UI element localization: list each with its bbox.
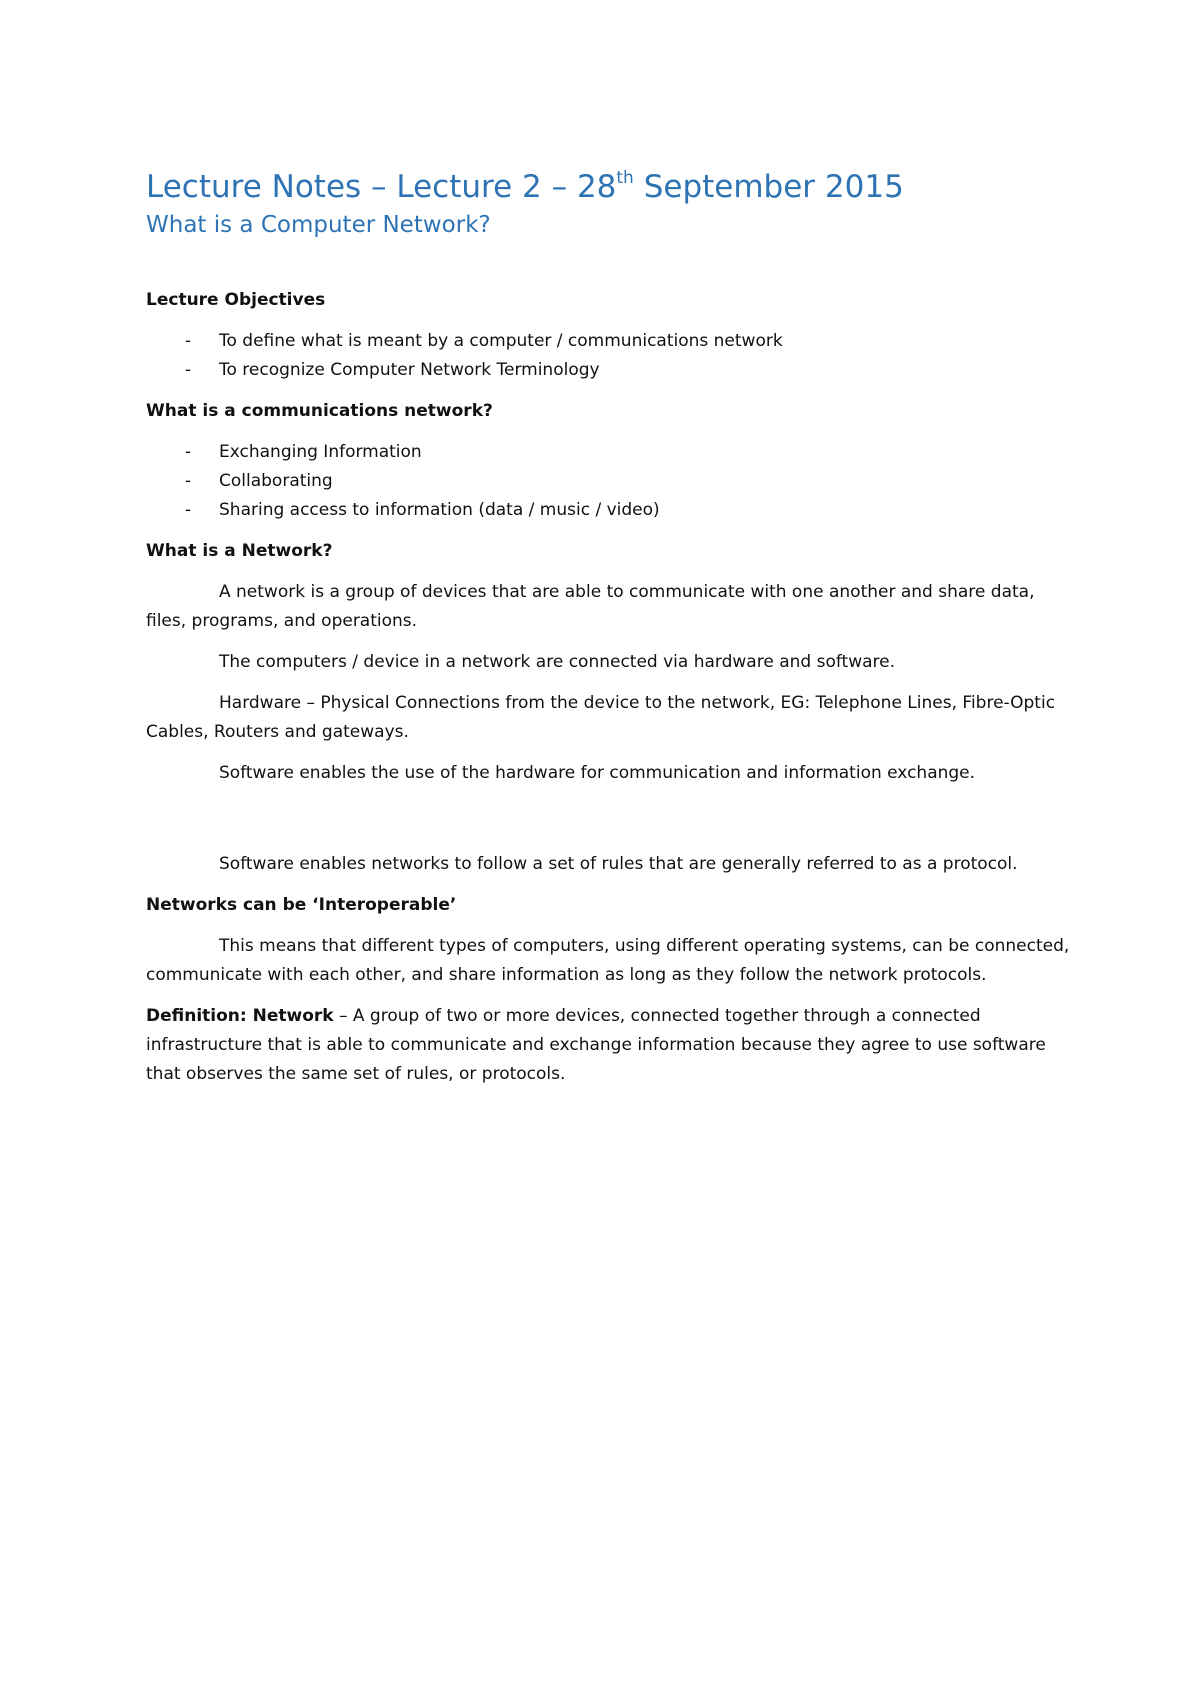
- interoperable-heading: Networks can be ‘Interoperable’: [146, 895, 457, 915]
- title-text: Lecture Notes – Lecture 2 – 28: [146, 169, 617, 205]
- list-item: [146, 496, 1076, 525]
- network-heading: What is a Network?: [146, 541, 333, 561]
- list-item: [146, 327, 1076, 356]
- objectives-heading: Lecture Objectives: [146, 290, 326, 310]
- interoperable-paragraph: This means that different types of computers, using different operating systems, can be connected, communicate with each other, and share information as long as they follow the network protocols.: [146, 936, 1070, 985]
- definition-label: Definition: Network: [146, 1006, 334, 1026]
- objectives-list: [146, 327, 1076, 385]
- document-title: [146, 166, 1076, 208]
- list-item: [146, 438, 1076, 467]
- spacer: [146, 240, 1076, 286]
- list-marker: -: [185, 442, 192, 462]
- spacer: [146, 879, 1076, 891]
- document-subtitle: What is a Computer Network?: [146, 212, 491, 238]
- list-item-text: To recognize Computer Network Terminology: [219, 360, 600, 380]
- list-item-text: Exchanging Information: [219, 442, 422, 462]
- list-marker: -: [185, 331, 192, 351]
- list-item-text: To define what is meant by a computer / communications network: [219, 331, 783, 351]
- network-paragraph: Software enables the use of the hardware for communication and information exchange.: [219, 763, 976, 783]
- spacer: [146, 747, 1076, 759]
- spacer: [146, 525, 1076, 537]
- spacer: [146, 636, 1076, 648]
- list-item: [146, 356, 1076, 385]
- list-item-text: Sharing access to information (data / music / video): [219, 500, 660, 520]
- network-paragraph: The computers / device in a network are connected via hardware and software.: [219, 652, 895, 672]
- list-item: [146, 467, 1076, 496]
- definition-text: – A group of two or more devices, connected together through a connected infrastructure that is able to communicate and exchange information because they agree to use software that observes the same set of rules, or protocols.: [146, 1006, 1046, 1084]
- list-marker: -: [185, 471, 192, 491]
- comm-network-heading: What is a communications network?: [146, 401, 493, 421]
- list-marker: -: [185, 360, 192, 380]
- spacer: [146, 990, 1076, 1002]
- network-paragraph: Hardware – Physical Connections from the device to the network, EG: Telephone Lines, Fibre-Optic Cables, Routers and gateways.: [146, 693, 1056, 742]
- title-text-end: September 2015: [633, 169, 904, 205]
- title-superscript: th: [616, 168, 634, 188]
- spacer: [146, 566, 1076, 578]
- network-paragraph: Software enables networks to follow a set of rules that are generally referred to as a protocol.: [219, 854, 1018, 874]
- list-marker: -: [185, 500, 192, 520]
- spacer: [146, 677, 1076, 689]
- definition-paragraph: [146, 1002, 1076, 1089]
- comm-network-list: [146, 438, 1076, 525]
- spacer: [146, 385, 1076, 397]
- spacer: [146, 788, 1076, 850]
- document-page: [146, 166, 1076, 1089]
- spacer: [146, 315, 1076, 327]
- network-paragraph: A network is a group of devices that are able to communicate with one another and share data, files, programs, and operations.: [146, 582, 1035, 631]
- spacer: [146, 920, 1076, 932]
- spacer: [146, 426, 1076, 438]
- list-item-text: Collaborating: [219, 471, 333, 491]
